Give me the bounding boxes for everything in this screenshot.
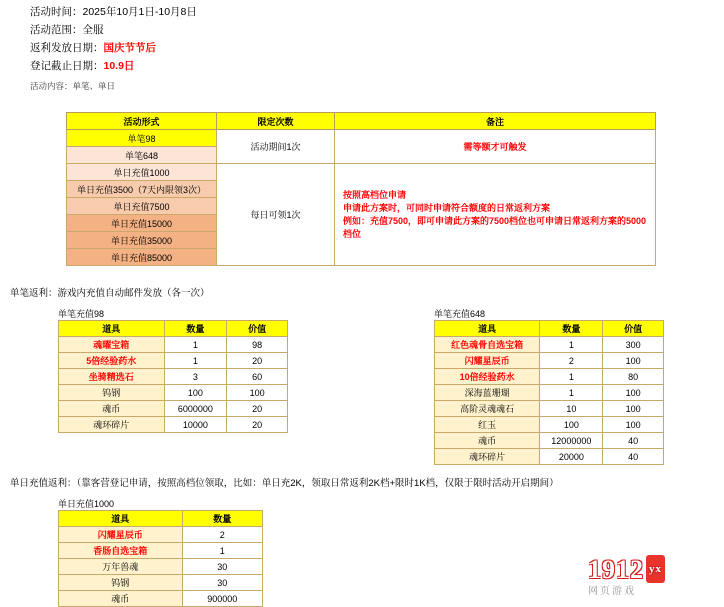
header-line-deadline <box>30 60 724 73</box>
header-value-scope: 全服 <box>82 24 104 36</box>
table-row <box>59 353 288 369</box>
table-header-row <box>67 113 656 130</box>
item-value: 100 <box>603 417 664 433</box>
form-85000: 单日充值85000 <box>67 249 217 266</box>
note-bottom-line3: 例如：充值7500，即可申请此方案的7500档位也可申请日常返利方案的5000档位 <box>343 215 647 239</box>
item-name: 魂币 <box>59 401 165 417</box>
item-qty: 900000 <box>182 591 262 607</box>
item-name: 魂币 <box>435 433 540 449</box>
section-daily-caption: 单日充值返利：（靠客营登记申请，按照高档位领取，比如：单日充2K，领取日常返利2K档+限时1K档，仅限于限时活动开启期间） <box>10 478 559 489</box>
watermark-badge: yx <box>646 555 665 583</box>
header-value-payout: 国庆节节后 <box>103 42 156 54</box>
item-name: 魂曜宝箱 <box>59 337 165 353</box>
form-1000: 单日充值1000 <box>67 164 217 181</box>
item-value: 20 <box>227 353 288 369</box>
col-value: 价值 <box>603 321 664 337</box>
form-7500: 单日充值7500 <box>67 198 217 215</box>
tbl1000-title: 单日充值1000 <box>58 499 115 509</box>
header-line-time <box>30 6 724 19</box>
item-name: 10倍经验药水 <box>435 369 540 385</box>
table-row <box>435 353 664 369</box>
item-value: 100 <box>603 353 664 369</box>
header-line-scope <box>30 24 724 37</box>
section-single-caption: 单笔返利：游戏内充值自动邮件发放（各一次） <box>10 288 210 299</box>
table-row <box>59 385 288 401</box>
table-row <box>435 337 664 353</box>
table-row <box>59 559 263 575</box>
item-value: 20 <box>227 401 288 417</box>
item-qty: 100 <box>540 417 603 433</box>
item-qty: 3 <box>164 369 227 385</box>
col-value: 价值 <box>227 321 288 337</box>
item-qty: 1 <box>164 353 227 369</box>
header-label-payout: 返利发放日期： <box>30 42 104 54</box>
header-label-scope: 活动范围： <box>30 24 83 36</box>
watermark-sub: 网页游戏 <box>588 586 636 597</box>
item-value: 100 <box>227 385 288 401</box>
item-qty: 2 <box>182 527 262 543</box>
item-value: 80 <box>603 369 664 385</box>
item-name: 闪耀星辰币 <box>59 527 183 543</box>
item-name: 红色魂骨自选宝箱 <box>435 337 540 353</box>
tbl648-title: 单笔充值648 <box>434 309 486 319</box>
item-value: 60 <box>227 369 288 385</box>
table-header-row <box>435 321 664 337</box>
limit-bottom: 每日可领1次 <box>217 164 335 266</box>
item-qty: 6000000 <box>164 401 227 417</box>
form-98: 单笔98 <box>67 130 217 147</box>
item-value: 98 <box>227 337 288 353</box>
form-35000: 单日充值35000 <box>67 232 217 249</box>
col-item: 道具 <box>59 321 165 337</box>
watermark-main <box>588 555 718 584</box>
form-648: 单笔648 <box>67 147 217 164</box>
col-qty: 数量 <box>540 321 603 337</box>
header-label-time: 活动时间： <box>30 6 83 18</box>
col-qty: 数量 <box>164 321 227 337</box>
header-value-time: 2025年10月1日-10月8日 <box>82 6 197 18</box>
site-watermark <box>588 555 718 599</box>
item-name: 5倍经验药水 <box>59 353 165 369</box>
table-row <box>435 417 664 433</box>
table-row <box>59 417 288 433</box>
table-header-row <box>59 511 263 527</box>
item-name: 深海蓝珊瑚 <box>435 385 540 401</box>
table-row <box>59 369 288 385</box>
table-row <box>435 433 664 449</box>
item-qty: 1 <box>182 543 262 559</box>
table-row <box>59 337 288 353</box>
item-qty: 12000000 <box>540 433 603 449</box>
table-row <box>59 401 288 417</box>
col-note: 备注 <box>335 113 656 130</box>
item-qty: 10 <box>540 401 603 417</box>
item-qty: 1 <box>540 337 603 353</box>
limit-top: 活动期间1次 <box>217 130 335 164</box>
table-row <box>67 164 656 181</box>
item-qty: 20000 <box>540 449 603 465</box>
item-name: 钨钢 <box>59 385 165 401</box>
item-qty: 30 <box>182 575 262 591</box>
item-value: 300 <box>603 337 664 353</box>
item-name: 坐骑精选石 <box>59 369 165 385</box>
col-item: 道具 <box>59 511 183 527</box>
table-row <box>67 130 656 147</box>
table-row <box>59 527 263 543</box>
item-name: 魂币 <box>59 591 183 607</box>
col-item: 道具 <box>435 321 540 337</box>
col-qty: 数量 <box>182 511 262 527</box>
item-qty: 1 <box>164 337 227 353</box>
reward-table-1000 <box>58 510 263 607</box>
item-value: 100 <box>603 385 664 401</box>
item-qty: 1 <box>540 369 603 385</box>
table-row <box>435 449 664 465</box>
item-value: 40 <box>603 433 664 449</box>
document-header <box>0 0 724 93</box>
item-qty: 1 <box>540 385 603 401</box>
item-value: 40 <box>603 449 664 465</box>
form-3500: 单日充值3500（7天内限领3次） <box>67 181 217 198</box>
item-value: 20 <box>227 417 288 433</box>
item-name: 魂环碎片 <box>435 449 540 465</box>
table-row <box>59 591 263 607</box>
col-limit: 限定次数 <box>217 113 335 130</box>
reward-table-648 <box>434 320 664 465</box>
note-bottom-line2: 申请此方案时，可同时申请符合额度的日常返利方案 <box>343 202 551 213</box>
item-qty: 10000 <box>164 417 227 433</box>
item-name: 红玉 <box>435 417 540 433</box>
header-line-payout <box>30 42 724 55</box>
note-bottom-line1: 按照高档位申请 <box>343 189 407 200</box>
header-note: 活动内容：单笔、单日 <box>30 81 116 91</box>
item-name: 高阶灵魂魂石 <box>435 401 540 417</box>
table-row <box>59 575 263 591</box>
item-name: 魂环碎片 <box>59 417 165 433</box>
col-form: 活动形式 <box>67 113 217 130</box>
form-15000: 单日充值15000 <box>67 215 217 232</box>
tbl98-title: 单笔充值98 <box>58 309 105 319</box>
item-name: 万年兽魂 <box>59 559 183 575</box>
table-row <box>435 369 664 385</box>
header-label-deadline: 登记截止日期： <box>30 60 104 72</box>
table-row <box>435 401 664 417</box>
item-qty: 100 <box>164 385 227 401</box>
note-bottom <box>335 164 656 266</box>
item-value: 100 <box>603 401 664 417</box>
item-name: 香肠自选宝箱 <box>59 543 183 559</box>
item-qty: 2 <box>540 353 603 369</box>
header-value-deadline: 10.9日 <box>103 60 135 72</box>
note-top: 需等额才可触发 <box>335 130 656 164</box>
activity-table <box>66 112 656 266</box>
item-name: 闪耀星辰币 <box>435 353 540 369</box>
item-qty: 30 <box>182 559 262 575</box>
table-row <box>435 385 664 401</box>
table-header-row <box>59 321 288 337</box>
reward-table-98 <box>58 320 288 433</box>
item-name: 钨钢 <box>59 575 183 591</box>
watermark-text: 1912 <box>588 555 644 584</box>
table-row <box>59 543 263 559</box>
